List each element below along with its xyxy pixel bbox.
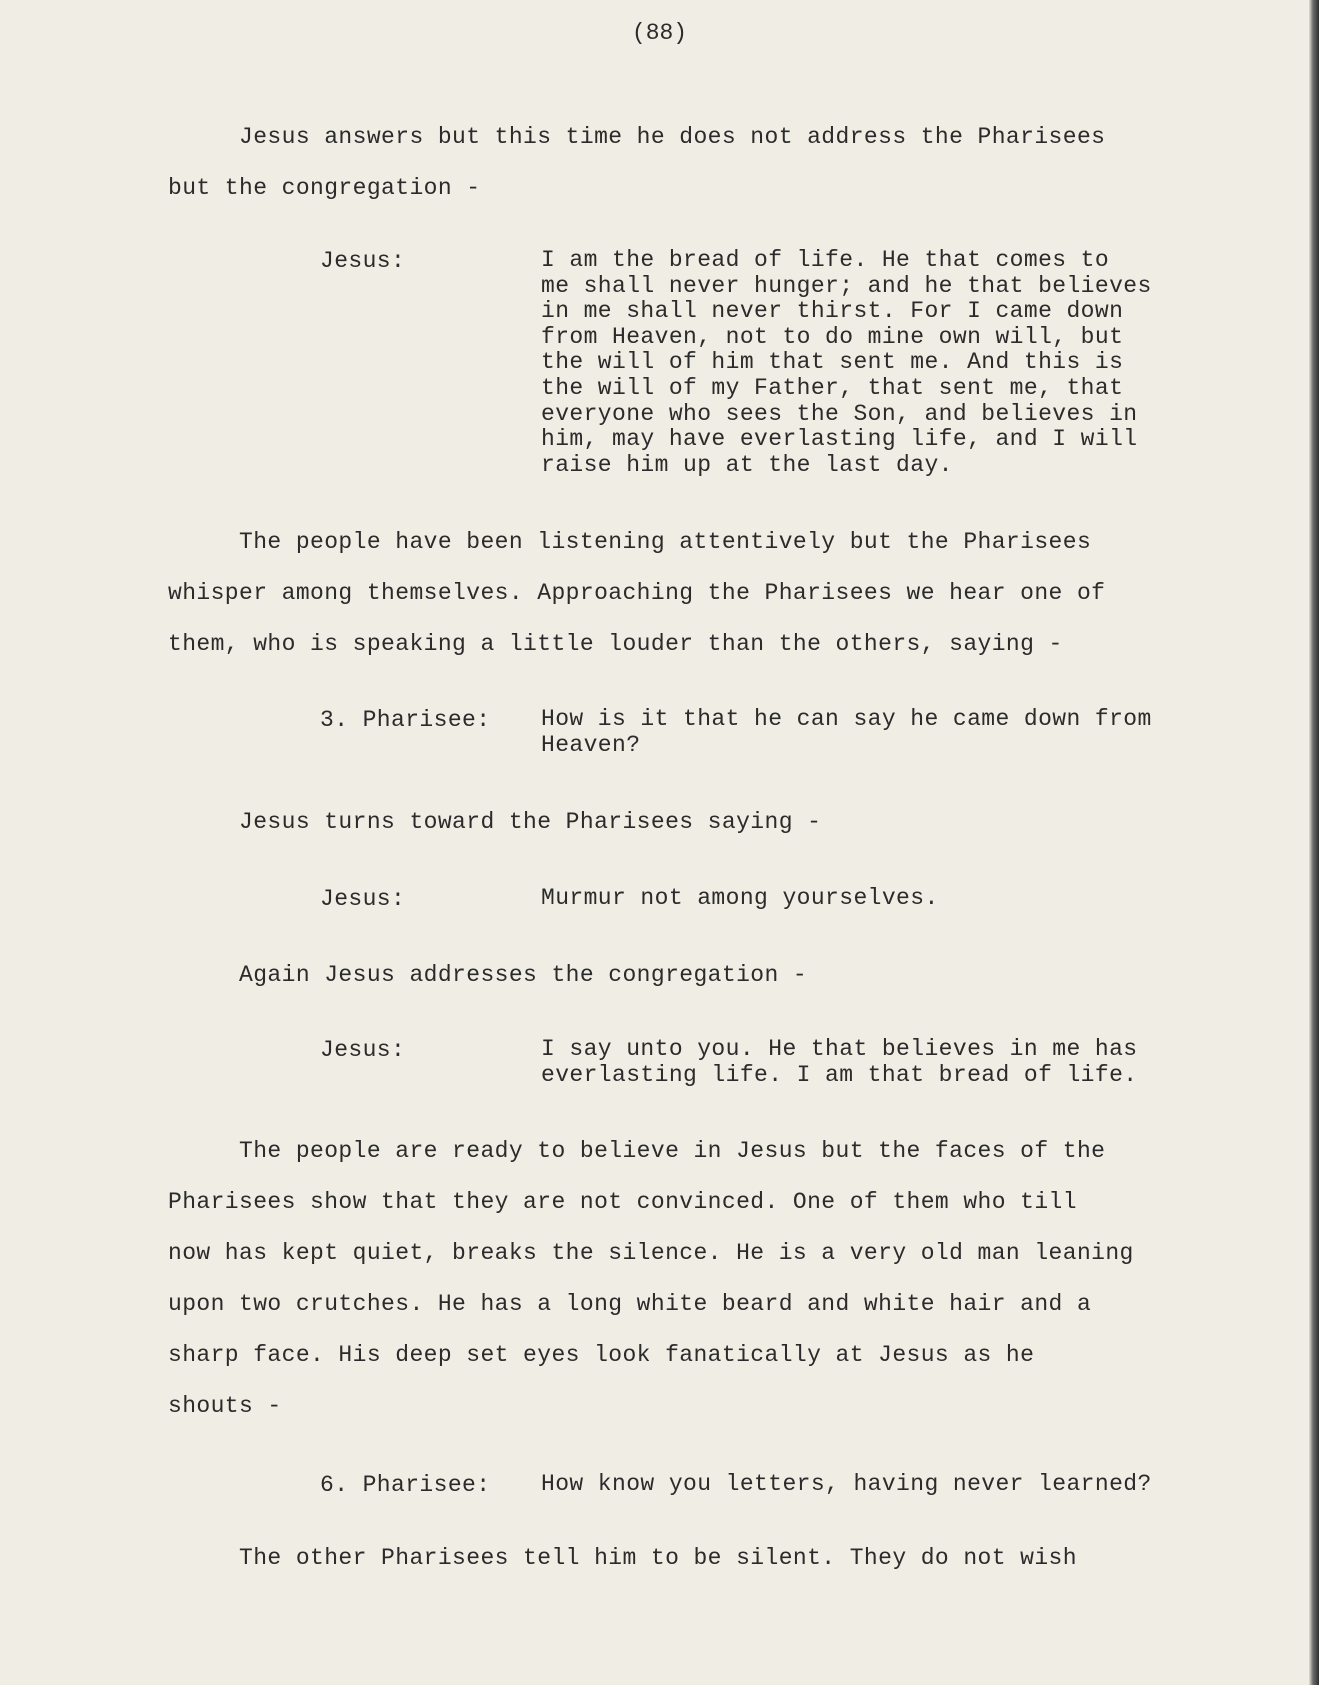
dialogue-line: raise him up at the last day. xyxy=(541,451,953,478)
dialogue-line: Heaven? xyxy=(541,731,641,758)
speaker-label: Jesus: xyxy=(320,1037,406,1063)
narration-paragraph-5 xyxy=(168,1126,1228,1432)
text-line: but the congregation - xyxy=(168,175,481,201)
dialogue-line: I say unto you. He that believes in me has xyxy=(541,1036,1138,1062)
narration-paragraph-2 xyxy=(168,517,1228,670)
dialogue-block-3 xyxy=(541,886,1241,912)
text-line: sharp face. His deep set eyes look fanatically at Jesus as he xyxy=(168,1342,1035,1368)
speaker-label: Jesus: xyxy=(320,248,406,274)
text-line: shouts - xyxy=(168,1393,282,1419)
dialogue-line: me shall never hunger; and he that believes xyxy=(541,272,1152,299)
text-line: Again Jesus addresses the congregation - xyxy=(168,962,808,988)
dialogue-block-2 xyxy=(541,707,1241,758)
speaker-label: 3. Pharisee: xyxy=(320,707,491,733)
text-line: Jesus answers but this time he does not address the Pharisees xyxy=(168,124,1106,150)
dialogue-line: the will of my Father, that sent me, that xyxy=(541,374,1124,401)
text-line: The people have been listening attentively but the Pharisees xyxy=(168,529,1092,555)
text-line: whisper among themselves. Approaching the Pharisees we hear one of xyxy=(168,580,1106,606)
narration-paragraph-3 xyxy=(168,797,1228,848)
dialogue-line: in me shall never thirst. For I came down xyxy=(541,298,1124,325)
dialogue-line: everyone who sees the Son, and believes in xyxy=(541,400,1138,427)
dialogue-block-1 xyxy=(541,248,1241,478)
dialogue-block-4 xyxy=(541,1037,1241,1088)
dialogue-line: him, may have everlasting life, and I will xyxy=(541,426,1138,453)
narration-paragraph-4 xyxy=(168,950,1228,1001)
text-line: Pharisees show that they are not convinced. One of them who till xyxy=(168,1189,1077,1215)
page-edge-shadow xyxy=(1309,0,1319,1685)
dialogue-line: the will of him that sent me. And this is xyxy=(541,349,1124,376)
text-line: upon two crutches. He has a long white beard and white hair and a xyxy=(168,1291,1092,1317)
speaker-label: 6. Pharisee: xyxy=(320,1472,491,1498)
narration-paragraph-6 xyxy=(168,1533,1228,1584)
dialogue-line: everlasting life. I am that bread of life. xyxy=(541,1061,1138,1088)
dialogue-line: I am the bread of life. He that comes to xyxy=(541,247,1110,273)
narration-paragraph-1 xyxy=(168,112,1228,214)
speaker-label: Jesus: xyxy=(320,886,406,912)
text-line: Jesus turns toward the Pharisees saying - xyxy=(168,809,822,835)
dialogue-block-5 xyxy=(541,1472,1241,1498)
dialogue-line: How know you letters, having never learned? xyxy=(541,1471,1152,1497)
dialogue-line: from Heaven, not to do mine own will, but xyxy=(541,323,1124,350)
text-line: The people are ready to believe in Jesus but the faces of the xyxy=(168,1138,1106,1164)
dialogue-line: How is it that he can say he came down from xyxy=(541,706,1152,732)
text-line: them, who is speaking a little louder than the others, saying - xyxy=(168,631,1063,657)
page-number: (88) xyxy=(631,20,688,46)
dialogue-line: Murmur not among yourselves. xyxy=(541,885,939,911)
text-line: The other Pharisees tell him to be silent. They do not wish xyxy=(168,1545,1077,1571)
text-line: now has kept quiet, breaks the silence. He is a very old man leaning xyxy=(168,1240,1134,1266)
